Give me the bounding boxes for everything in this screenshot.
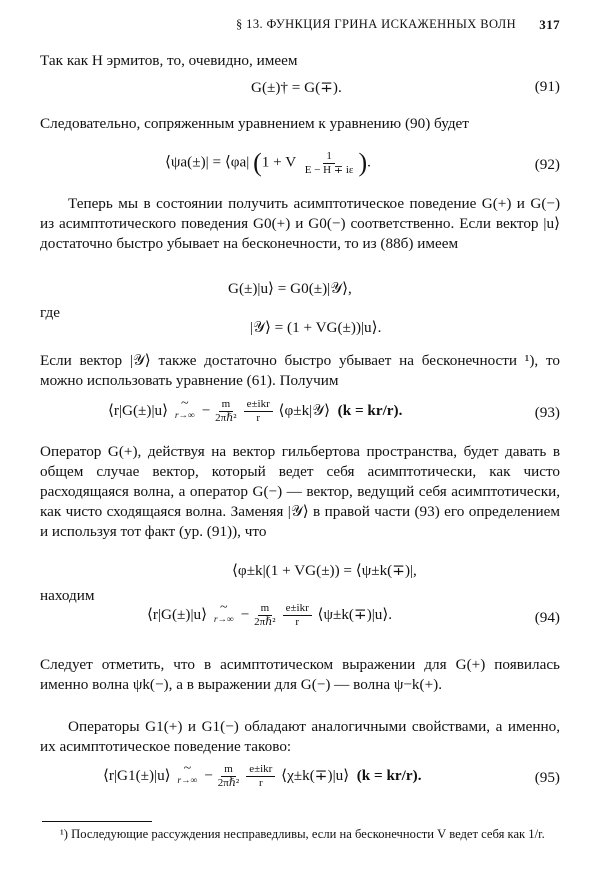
- equation-94: ⟨r|G(±)|u⟩ ~ r→∞ − $\frac{m}{\text{2πℏ²}}$ $\frac{\text{e±ikr}}{r}$ ⟨ψ±k(∓)|u⟩.: [147, 600, 393, 628]
- asymptotic-sign: ~ r→∞: [174, 396, 195, 421]
- left-paren: (: [253, 148, 262, 177]
- paragraph-3: Теперь мы в состоянии получить асимптотическое поведение G(+) и G(−) из асимптотического поведения G0(+) и G0(−) соответственно. Если вектор |u⟩ достаточно быстро убывает на бесконечности, то из (88б) имеем: [40, 195, 560, 252]
- equation-91: G(±)† = G(∓).: [251, 79, 342, 96]
- footnote-separator: [42, 821, 152, 822]
- equation-92: ⟨ψa(±)| = ⟨φa| (1 + V $\frac{1}{E - H \mp i\varepsilon}$ ).: [165, 148, 371, 177]
- equation-95: ⟨r|G1(±)|u⟩ ~ r→∞ − $\frac{m}{\text{2πℏ²}}$ $\frac{\text{e±ikr}}{r}$ ⟨χ±k(∓)|u⟩ (k = kr/r).: [103, 761, 422, 789]
- paragraph-5: Если вектор |𝒴⟩ также достаточно быстро убывает на бесконечности ¹), то можно использовать уравнение (61). Получим: [40, 352, 560, 389]
- eq95-k-def: (k = kr/r).: [356, 766, 422, 784]
- eq95-lhs: ⟨r|G1(±)|u⟩: [103, 766, 171, 784]
- running-header: § 13. ФУНКЦИЯ ГРИНА ИСКАЖЕННЫХ ВОЛН: [236, 17, 517, 31]
- eq94-lhs: ⟨r|G(±)|u⟩: [147, 605, 208, 623]
- footnote: ¹) Последующие рассуждения несправедливы, если на бесконечности V ведет себя как 1/r.: [60, 827, 545, 841]
- asymptotic-sign: ~ r→∞: [213, 600, 234, 625]
- eq93-rhs: ⟨φ±k|𝒴⟩: [278, 401, 331, 419]
- paragraph-where: где: [40, 304, 60, 321]
- eq93-lhs: ⟨r|G(±)|u⟩: [108, 401, 169, 419]
- wave-fraction: $\frac{\text{e±ikr}}{r}$: [244, 398, 273, 425]
- equation-middle: ⟨φ±k|(1 + VG(±)) = ⟨ψ±k(∓)|,: [232, 562, 417, 579]
- equation-93: ⟨r|G(±)|u⟩ ~ r→∞ − $\frac{m}{\text{2πℏ²}}$ $\frac{\text{e±ikr}}{r}$ ⟨φ±k|𝒴⟩ (k = kr/r).: [108, 396, 403, 424]
- wave-fraction: $\frac{\text{e±ikr}}{r}$: [246, 763, 275, 790]
- paragraph-9: Операторы G1(+) и G1(−) обладают аналогичными свойствами, а именно, их асимптотическое поведение таково:: [40, 718, 560, 755]
- eq93-k-def: (k = kr/r).: [337, 401, 403, 419]
- fraction: $\frac{1}{E - H \mp i\varepsilon}$: [304, 149, 354, 176]
- page-number: 317: [539, 17, 560, 32]
- equation-92-lhs: ⟨ψa(±)| = ⟨φa|: [165, 153, 250, 171]
- paragraph-8: Следует отметить, что в асимптотическом выражении для G(+) появилась именно волна ψk(−), а в выражении для G(−) — волна ψ−k(+).: [40, 656, 560, 693]
- one-plus-v: 1 + V: [261, 153, 296, 171]
- mass-fraction: $\frac{m}{\text{2πℏ²}}$: [217, 763, 240, 789]
- equation-number-92: (92): [534, 156, 560, 173]
- eq95-rhs: ⟨χ±k(∓)|u⟩: [281, 766, 350, 784]
- asymptotic-sign: ~ r→∞: [177, 761, 198, 786]
- paragraph-1: Так как H эрмитов, то, очевидно, имеем: [40, 52, 298, 69]
- paragraph-2: Следовательно, сопряженным уравнением к уравнению (90) будет: [40, 115, 469, 132]
- mass-fraction: $\frac{m}{\text{2πℏ²}}$: [254, 602, 276, 628]
- equation-number-91: (91): [534, 78, 560, 95]
- equation-number-95: (95): [534, 769, 560, 786]
- eq94-rhs: ⟨ψ±k(∓)|u⟩.: [317, 605, 393, 623]
- right-paren: ): [358, 148, 368, 177]
- equation-number-94: (94): [534, 609, 560, 626]
- equation-y-definition: |𝒴⟩ = (1 + VG(±))|u⟩.: [250, 319, 382, 336]
- wave-fraction: $\frac{\text{e±ikr}}{r}$: [283, 602, 312, 629]
- mass-fraction: $\frac{m}{\text{2πℏ²}}$: [215, 398, 237, 424]
- equation-number-93: (93): [534, 404, 560, 421]
- paragraph-find: находим: [40, 587, 95, 604]
- equation-88: G(±)|u⟩ = G0(±)|𝒴⟩,: [228, 280, 352, 297]
- paragraph-6: Оператор G(+), действуя на вектор гильбертова пространства, будет давать в общем случае вектор, который ведет себя асимптотически, как чисто расходящаяся волна, а оператор G(−) — вектор, ведущий себя асимптотически, как чисто сходящаяся волна. Заменяя |𝒴⟩ в правой части (93) его определением и используя тот факт (ур. (91)), что: [40, 443, 560, 540]
